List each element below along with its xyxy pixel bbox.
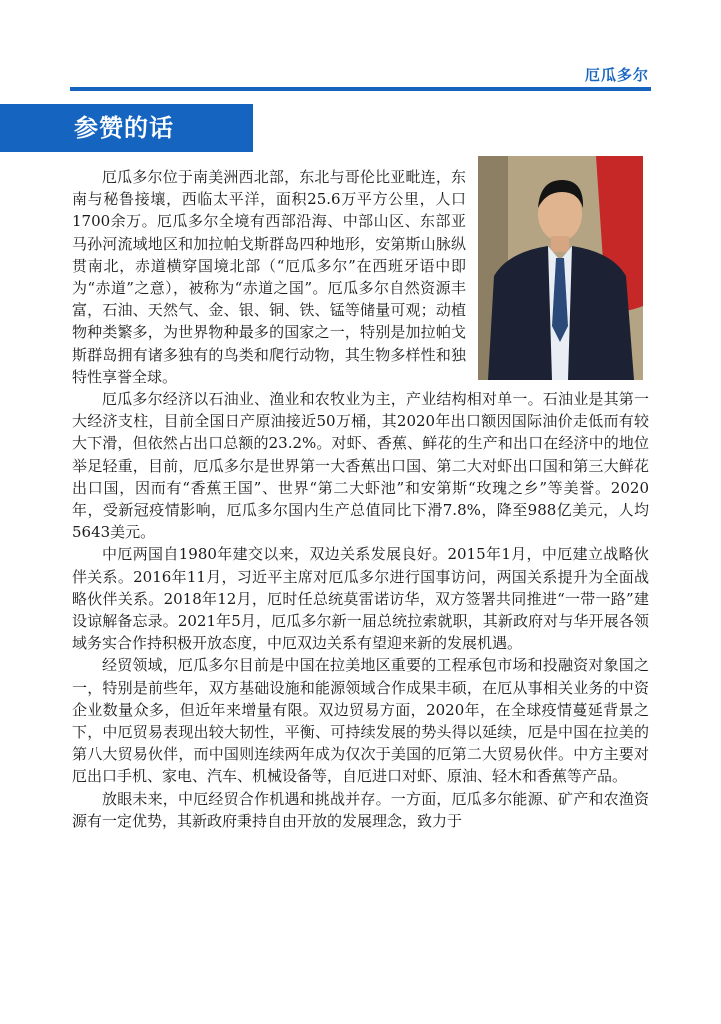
paragraph-1: 厄瓜多尔位于南美洲西北部，东北与哥伦比亚毗连，东南与秘鲁接壤，西临太平洋，面积25.6万平方公里，人口1700余万。厄瓜多尔全境有西部沿海、中部山区、东部亚马孙河流域地区和加拉帕戈斯群岛四种地形，安第斯山脉纵贯南北，赤道横穿国境北部（“厄瓜多尔”在西班牙语中即为“赤道”之意），被称为“赤道之国”。厄瓜多尔自然资源丰富，石油、天然气、金、银、铜、铁、锰等储量可观；动植物种类繁多，为世界物种最多的国家之一，特别是加拉帕戈斯群岛拥有诸多独有的鸟类和爬行动物，其生物多样性和独特性享誉全球。 <box>72 168 466 386</box>
running-header-label: 厄瓜多尔 <box>584 66 649 84</box>
article-body <box>72 166 649 832</box>
paragraph-4: 经贸领域，厄瓜多尔目前是中国在拉美地区重要的工程承包市场和投融资对象国之一，特别是前些年，双方基础设施和能源领域合作成果丰硕，在厄从事相关业务的中资企业数量众多，但近年来增量有限。双边贸易方面，2020年，在全球疫情蔓延背景之下，中厄贸易表现出较大韧性，平衡、可持续发展的势头得以延续，厄是中国在拉美的第八大贸易伙伴，而中国则连续两年成为仅次于美国的厄第二大贸易伙伴。中方主要对厄出口手机、家电、汽车、机械设备等，自厄进口对虾、原油、轻木和香蕉等产品。 <box>72 656 649 786</box>
paragraph-2: 厄瓜多尔经济以石油业、渔业和农牧业为主，产业结构相对单一。石油业是其第一大经济支柱，目前全国日产原油接近50万桶，其2020年出口额因国际油价走低而有较大下滑，但依然占出口总额的23.2%。对虾、香蕉、鲜花的生产和出口在经济中的地位举足轻重，目前，厄瓜多尔是世界第一大香蕉出口国、第二大对虾出口国和第三大鲜花出口国，因而有“香蕉王国”、世界“第二大虾池”和安第斯“玫瑰之乡”等美誉。2020年，受新冠疫情影响，厄瓜多尔国内生产总值同比下滑7.8%，降至988亿美元，人均5643美元。 <box>72 390 649 542</box>
header-rule <box>70 87 651 91</box>
page-title: 参赞的话 <box>0 104 253 152</box>
paragraph-5: 放眼未来，中厄经贸合作机遇和挑战并存。一方面，厄瓜多尔能源、矿产和农渔资源有一定优势，其新政府秉持自由开放的发展理念，致力于 <box>72 789 649 830</box>
paragraph-3: 中厄两国自1980年建交以来，双边关系发展良好。2015年1月，中厄建立战略伙伴关系。2016年11月，习近平主席对厄瓜多尔进行国事访问，两国关系提升为全面战略伙伴关系。2018年12月，厄时任总统莫雷诺访华，双方签署共同推进“一带一路”建设谅解备忘录。2021年5月，厄瓜多尔新一届总统拉索就职，其新政府对与华开展各领域务实合作持积极开放态度，中厄双边关系有望迎来新的发展机遇。 <box>72 545 649 653</box>
